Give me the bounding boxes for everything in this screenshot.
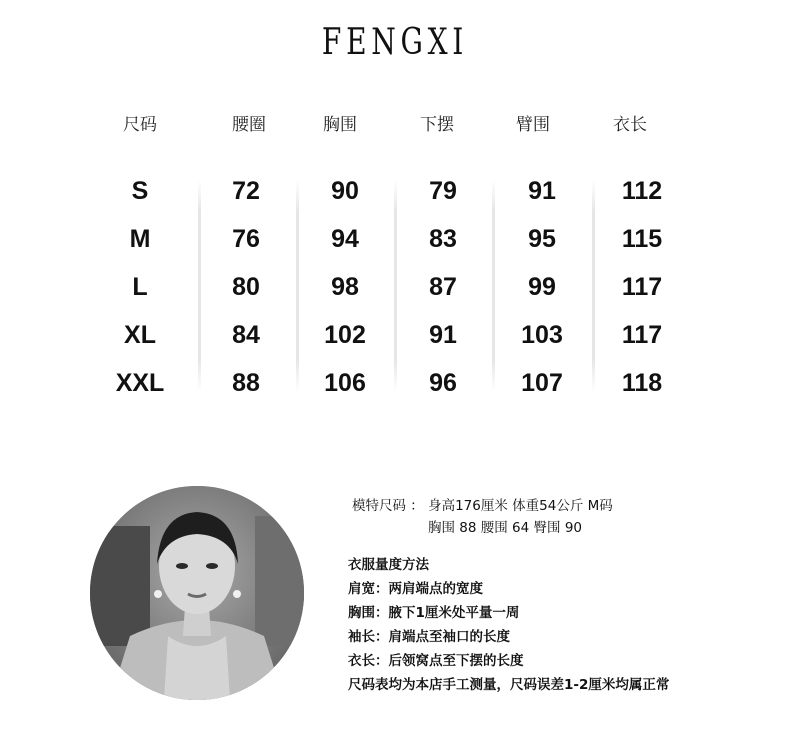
method-item: 衣长：后领窝点至下摆的长度 (348, 653, 524, 669)
cell-length: 117 (621, 321, 663, 349)
cell-waist: 84 (232, 321, 260, 349)
brand-logo: FENGXI (321, 22, 469, 63)
cell-chest: 106 (324, 369, 366, 397)
size-table-header (0, 110, 790, 134)
header-hem: 下摆 (420, 115, 454, 135)
model-info (352, 495, 613, 539)
method-note: 尺码表均为本店手工测量，尺码误差1-2厘米均属正常 (348, 677, 670, 693)
header-length: 衣长 (613, 115, 647, 135)
cell-chest: 98 (331, 273, 359, 301)
cell-size: XXL (115, 369, 165, 397)
table-row (0, 359, 790, 407)
cell-hip: 99 (528, 273, 556, 301)
portrait-photo-icon (90, 486, 304, 700)
table-row (0, 167, 790, 215)
cell-hem: 83 (429, 225, 457, 253)
cell-chest: 102 (324, 321, 366, 349)
model-size-line: 模特尺码 ： 身高176厘米 体重54公斤 M码 (352, 498, 613, 514)
method-item: 肩宽：两肩端点的宽度 (348, 581, 483, 597)
cell-waist: 80 (232, 273, 260, 301)
header-hip: 臂围 (516, 115, 550, 135)
method-title: 衣服量度方法 (348, 557, 429, 573)
cell-chest: 90 (331, 177, 359, 205)
table-row (0, 311, 790, 359)
cell-hem: 79 (429, 177, 457, 205)
cell-hip: 107 (521, 369, 563, 397)
table-row (0, 215, 790, 263)
model-photo (90, 486, 304, 700)
cell-hem: 96 (429, 369, 457, 397)
cell-hip: 91 (528, 177, 556, 205)
measure-method (348, 553, 669, 697)
cell-size: XL (124, 321, 156, 349)
cell-waist: 88 (232, 369, 260, 397)
header-chest: 胸围 (323, 115, 357, 135)
cell-length: 118 (621, 369, 663, 397)
cell-size: L (132, 273, 148, 301)
method-item: 胸围：腋下1厘米处平量一周 (348, 605, 520, 621)
cell-length: 117 (621, 273, 663, 301)
header-waist: 腰圈 (232, 115, 266, 135)
size-table (0, 170, 790, 400)
cell-length: 115 (621, 225, 663, 253)
cell-hem: 91 (429, 321, 457, 349)
cell-waist: 72 (232, 177, 260, 205)
cell-hip: 95 (528, 225, 556, 253)
method-item: 袖长：肩端点至袖口的长度 (348, 629, 510, 645)
cell-hip: 103 (521, 321, 563, 349)
cell-size: S (131, 177, 149, 205)
model-measure-line: 胸围 88 腰围 64 臀围 90 (428, 520, 582, 536)
cell-hem: 87 (429, 273, 457, 301)
cell-waist: 76 (232, 225, 260, 253)
table-row (0, 263, 790, 311)
header-size: 尺码 (123, 115, 157, 135)
cell-size: M (129, 225, 151, 253)
cell-chest: 94 (331, 225, 359, 253)
cell-length: 112 (621, 177, 663, 205)
